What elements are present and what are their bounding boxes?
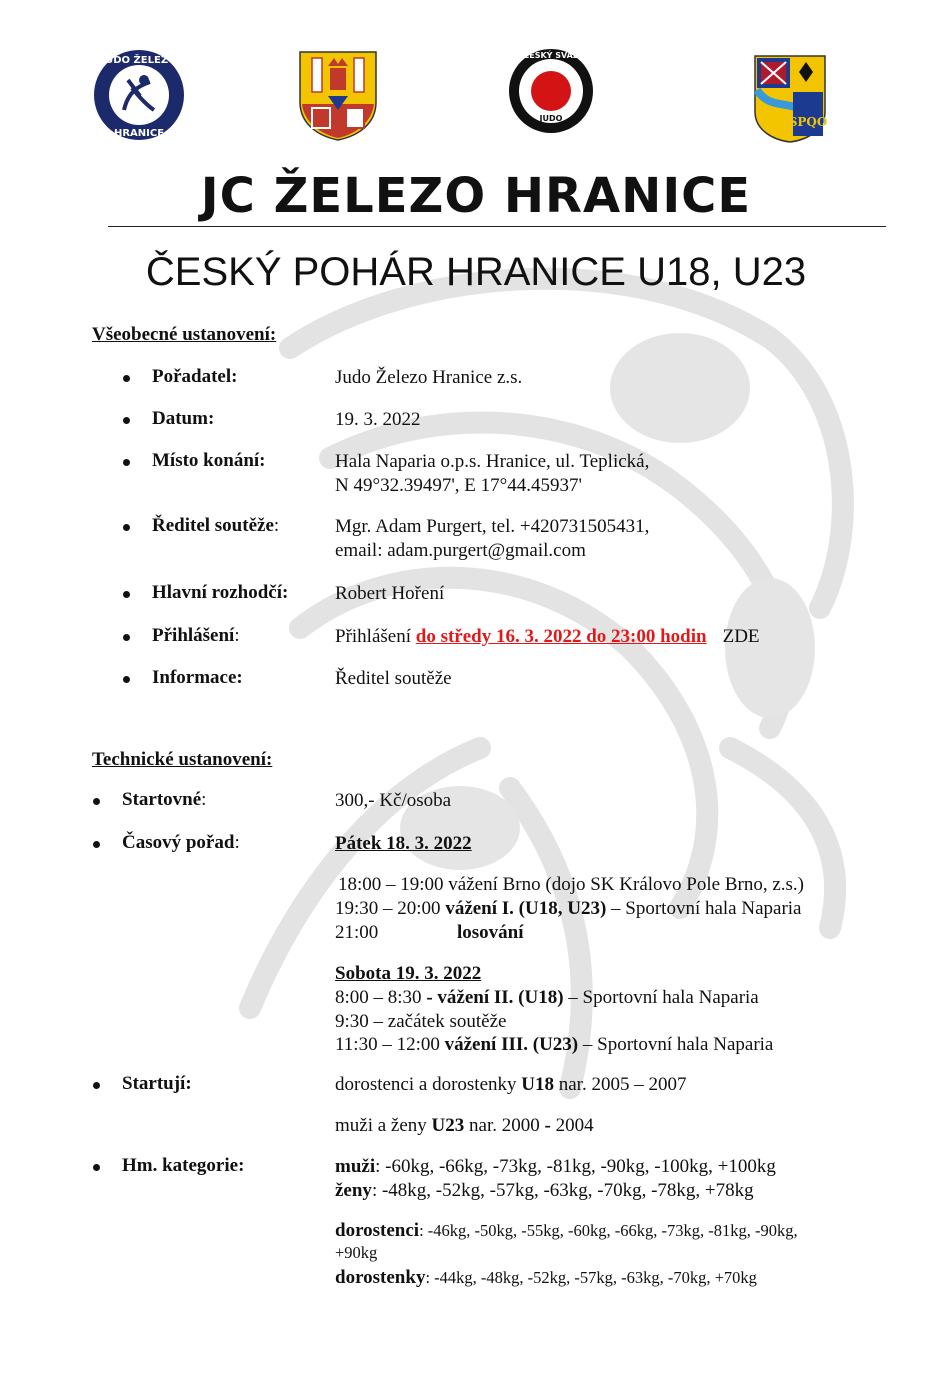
friday-line-3-draw: losování	[457, 922, 524, 943]
registration-label-colon: :	[234, 625, 240, 646]
referee-label: Hlavní rozhodčí:	[152, 582, 289, 603]
logo1-bottom-text: HRANICE	[113, 128, 165, 139]
bullet	[123, 591, 130, 598]
title-divider	[108, 226, 886, 227]
venue-value	[335, 450, 649, 498]
bullet	[93, 1082, 100, 1089]
weights-women	[335, 1179, 754, 1203]
boys-values-2: +90kg	[335, 1243, 378, 1262]
technical-section-heading	[92, 749, 272, 771]
bullet	[93, 798, 100, 805]
bullet	[123, 459, 130, 466]
organizer-value: Judo Železo Hranice z.s.	[335, 367, 523, 388]
organizer-label: Pořadatel:	[152, 366, 238, 387]
judo-watermark-image	[210, 228, 870, 1108]
bullet	[123, 634, 130, 641]
venue-address: Hala Naparia o.p.s. Hranice, ul. Teplická,	[335, 451, 650, 472]
club-title: JC ŽELEZO HRANICE	[200, 168, 752, 224]
friday-line-2-tail: – Sportovní hala Naparia	[606, 898, 802, 919]
friday-line-2-time: 19:30 – 20:00	[335, 898, 446, 919]
logo1-top-text: JUDO ŽELEZO	[101, 55, 177, 66]
bullet	[123, 524, 130, 531]
friday-date: Pátek 18. 3. 2022	[335, 833, 472, 854]
registration-label-text: Přihlášení	[152, 625, 235, 646]
bullet	[123, 676, 130, 683]
logo4-text: SPQO	[788, 115, 827, 129]
weights-label: Hm. kategorie:	[122, 1155, 245, 1176]
logo3-bottom-text: JUDO	[539, 114, 563, 123]
saturday-line-3	[335, 1033, 773, 1057]
director-label	[152, 515, 279, 537]
women-label: ženy	[335, 1180, 372, 1201]
weights-men	[335, 1155, 776, 1179]
weights-boys	[335, 1220, 798, 1264]
schedule-label	[122, 832, 240, 854]
friday-line-3-time: 21:00	[335, 922, 379, 943]
saturday-line-1-time: 8:00 – 8:30	[335, 987, 427, 1008]
general-heading-text: Všeobecné ustanovení	[92, 324, 270, 345]
logo3-top-text: ČESKÝ SVAZ	[523, 51, 579, 60]
date-value: 19. 3. 2022	[335, 409, 421, 430]
venue-label: Místo konání:	[152, 450, 266, 471]
saturday-line-3-bold: vážení III. (U23)	[444, 1034, 579, 1055]
general-section-heading	[92, 324, 276, 346]
friday-line-2	[335, 897, 802, 921]
venue-gps: N 49°32.39497', E 17°44.45937'	[335, 475, 582, 496]
bullet	[93, 1164, 100, 1171]
starts-label: Startují:	[122, 1073, 192, 1094]
starts-u23-years-end: 2004	[550, 1115, 594, 1136]
friday-line-1: 18:00 – 19:00 vážení Brno (dojo SK Královo Pole Brno, z.s.)	[338, 874, 804, 895]
fee-value: 300,- Kč/osoba	[335, 790, 452, 811]
saturday-line-3-time: 11:30 – 12:00	[335, 1034, 445, 1055]
general-heading-colon: :	[269, 324, 277, 345]
director-name-phone: Mgr. Adam Purgert, tel. +420731505431,	[335, 516, 650, 537]
schedule-label-colon: :	[234, 832, 240, 853]
weights-girls	[335, 1266, 757, 1290]
judo-zelezo-hranice-logo	[92, 48, 186, 142]
director-label-text: Ředitel soutěže	[152, 515, 274, 536]
date-label: Datum:	[152, 408, 215, 429]
starts-u18-bold: U18	[521, 1074, 554, 1095]
fee-label-text: Startovné	[122, 789, 202, 810]
starts-u23-bold: U23	[431, 1115, 465, 1136]
men-label: muži	[335, 1156, 376, 1177]
info-label: Informace:	[152, 667, 243, 688]
starts-u23	[335, 1114, 594, 1138]
starts-u18-years: nar. 2005 – 2007	[554, 1074, 687, 1095]
bullet	[93, 841, 100, 848]
registration-deadline: do středy 16. 3. 2022 do 23:00 hodin	[415, 626, 707, 647]
olomoucky-kraj-logo	[753, 54, 827, 144]
starts-u23-years: nar. 2000	[464, 1115, 545, 1136]
fee-label	[122, 789, 206, 811]
saturday-line-1-bold: - vážení II. (U18)	[426, 987, 564, 1008]
women-values: : -48kg, -52kg, -57kg, -63kg, -70kg, -78kg, +78kg	[371, 1180, 754, 1201]
saturday-line-2: 9:30 – začátek soutěže	[335, 1011, 507, 1032]
technical-heading-colon: :	[266, 749, 273, 770]
director-email[interactable]: email: adam.purgert@gmail.com	[335, 540, 586, 561]
starts-u23-text: muži a ženy	[335, 1115, 432, 1136]
boys-values: : -46kg, -50kg, -55kg, -60kg, -66kg, -73kg, -81kg, -90kg,	[419, 1221, 798, 1240]
registration-value	[335, 625, 760, 649]
saturday-line-1-tail: – Sportovní hala Naparia	[563, 987, 759, 1008]
girls-label: dorostenky	[335, 1267, 426, 1288]
boys-label: dorostenci	[335, 1220, 420, 1241]
cesky-svaz-judo-logo	[507, 45, 595, 137]
friday-line-2-bold: vážení I. (U18, U23)	[445, 898, 607, 919]
registration-link[interactable]: ZDE	[722, 626, 760, 647]
saturday-line-1	[335, 986, 759, 1010]
referee-value: Robert Hoření	[335, 583, 445, 604]
registration-text: Přihlášení	[335, 626, 416, 647]
director-value	[335, 515, 649, 563]
hranice-coat-of-arms	[298, 50, 378, 142]
girls-values: : -44kg, -48kg, -52kg, -57kg, -63kg, -70kg, +70kg	[425, 1268, 757, 1287]
info-value: Ředitel soutěže	[335, 668, 452, 689]
starts-u18	[335, 1073, 686, 1097]
event-title: ČESKÝ POHÁR HRANICE U18, U23	[145, 250, 807, 294]
fee-label-colon: :	[201, 789, 207, 810]
registration-label	[152, 625, 240, 647]
saturday-line-3-tail: – Sportovní hala Naparia	[578, 1034, 774, 1055]
saturday-date: Sobota 19. 3. 2022	[335, 963, 482, 984]
starts-u23-dash: -	[544, 1115, 551, 1136]
bullet	[123, 417, 130, 424]
director-label-colon: :	[273, 515, 280, 536]
schedule-label-text: Časový pořad	[122, 832, 235, 853]
technical-heading-text: Technické ustanovení	[92, 749, 267, 770]
starts-u18-text: dorostenci a dorostenky	[335, 1074, 522, 1095]
bullet	[123, 375, 130, 382]
men-values: : -60kg, -66kg, -73kg, -81kg, -90kg, -100kg, +100kg	[375, 1156, 776, 1177]
